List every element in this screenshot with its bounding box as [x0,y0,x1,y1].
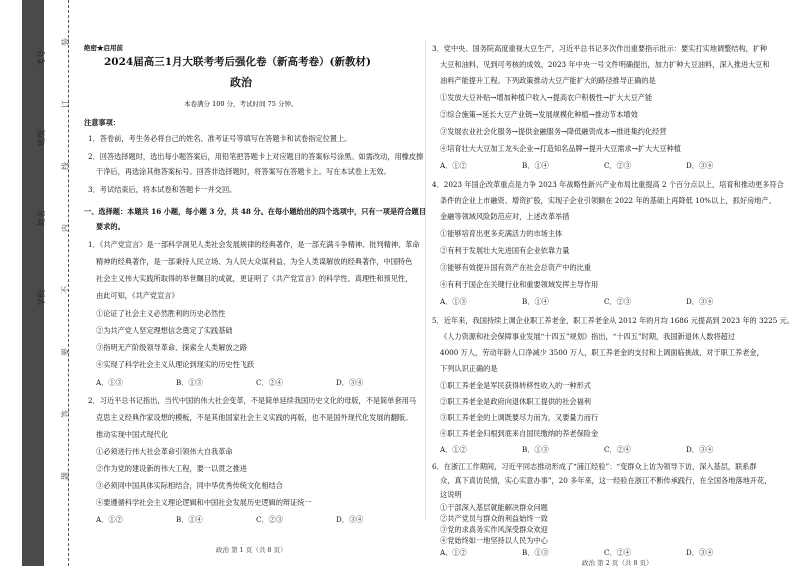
note-2-cont: 干净后，再选涂其他答案标号。回答非选择题时，将答案写在答题卡上。写在本试卷上无效。 [96,167,391,176]
seal-word: 要 [61,348,70,356]
q6-choice-c: C．②④ [604,548,632,557]
q5-choice-a: A．①② [440,445,467,454]
q4-stem-2: 条件的企业上市融资、增资扩股，实现子企业引领额在 2022 年的基础上再降低 10%以上，抓好房地产、 [440,196,776,205]
note-3: 3．考试结束后，将本试卷和答题卡一并交回。 [88,185,237,194]
note-2: 2．回答选择题时，选出每小题答案后，用铅笔把答题卡上对应题目的答案标号涂黑。如需改动，用橡皮擦 [88,152,424,161]
seal-word: 装 [61,38,70,46]
q5-choice-d: D．③④ [686,445,714,454]
q5-stem-1: 5．近年来，我国持续上调企业职工养老金，职工养老金从 2012 年的月均 1686 元提高到 2023 年的 3225 元。 [432,316,794,325]
secret-label: 绝密★启用前 [84,44,123,52]
page-footer-left: 政治 第 1 页（共 8 页） [216,546,287,554]
class-field-label: 班级： [37,122,46,146]
q1-option: ③指明无产阶级领导革命、探索全人类解放之路 [96,343,247,352]
name-field-label: 姓名： [37,202,46,226]
q4-stem-1: 4．2023 年国企改革重点是力争 2023 年战略性新兴产业布局比重提高 2 个百分点以上，培育和推动更多符合 [432,180,784,189]
q6-option: ④党始终如一地坚持以人民为中心 [440,536,548,545]
q4-stem-3: 金融等领域风险防范应对，上述改革举措 [440,212,570,221]
q3-choice-b: B．①④ [522,161,549,170]
q3-stem-1: 3．党中央、国务院高度重视大豆生产，习近平总书记多次作出重要指示批示：要实打实地调整结构，扩种 [432,44,768,53]
q6-stem-1: 6．在浙江工作期间，习近平同志推动形成了“浦江经验”：“变群众上访为领导下访，深入基层，联系群 [432,462,757,471]
q4-choice-c: C．②③ [604,297,632,306]
q5-stem-3: 4000 万人，劳动年龄人口净减少 3500 万人，职工养老金的支付和上调面临挑战，对于职工养老金， [440,348,764,357]
seal-word: 题 [61,472,70,480]
q4-option: ①能够培育出更多充满活力的市场主体 [440,229,563,238]
q6-stem-2: 众，真下真访民情，实心实意办事”，20 多年来，这一经验在浙江不断传承践行，在全国各地落地开花， [440,476,772,485]
q2-choice-a: A．①② [96,515,123,524]
q3-choice-c: C．②③ [604,161,632,170]
page-footer-right: 政治 第 2 页（共 8 页） [582,559,653,567]
q5-choice-b: B．①③ [522,445,549,454]
q3-option: ②综合施策→延长大豆产业链→发展规模化种植→推动节本增效 [440,110,638,119]
q5-stem-2: 《人力资源和社会保障事业发展“十四五”规划》指出，“十四五”时期，我国新退休人数将超过 [440,332,736,341]
q2-choice-d: D．③④ [336,515,364,524]
q3-choice-a: A．①② [440,161,467,170]
seal-word: 订 [61,100,70,108]
seal-word: 内 [61,224,70,232]
q3-choice-d: D．③④ [686,161,714,170]
q6-option: ①干部深入基层就能解决群众问题 [440,503,548,512]
exam-number-field-label: 考号： [37,42,46,66]
q3-option: ③发展农业社会化服务→提供金融服务→降低融资成本→推进集约化经营 [440,127,667,136]
q2-stem-3: 推动实现中国式现代化 [96,430,168,439]
q2-choice-b: B．①④ [176,515,203,524]
seal-word: 线 [61,162,70,170]
q5-option: ①职工养老金是军民获得转移性收入的一种形式 [440,381,591,390]
q1-stem-2: 精神的经典著作，是一部秉持人民立场、为人民大众谋利益、为全人类谋解放的经典著作，中国特色 [96,257,413,266]
q6-choice-b: B．①③ [522,548,549,557]
q5-option: ②职工养老金是政府向退休职工提供的社会福利 [440,397,591,406]
q2-choice-c: C．②③ [256,515,284,524]
school-field-label: 学校： [37,282,46,306]
section-heading-cont: 要求的。 [96,222,125,231]
q4-option: ④有利于国企在关键行业和重要领域发挥主导作用 [440,280,599,289]
q1-choice-d: D．③④ [336,378,364,387]
q1-choice-a: A．①③ [96,378,123,387]
q5-option: ③职工养老金的上调既要尽力而为，又要量力而行 [440,413,599,422]
q4-choice-d: D．③④ [686,297,714,306]
q1-option: ④实现了科学社会主义从理论到现实的历史性飞跃 [96,360,255,369]
q6-stem-3: 这说明 [440,490,462,499]
q6-option: ③党的求真务实作风深受群众欢迎 [440,525,548,534]
seal-word: 答 [61,410,70,418]
q1-choice-b: B．①③ [176,378,203,387]
q2-stem-1: 2．习近平总书记指出，当代中国的伟大社会变革，不是简单延续我国历史文化的母版，不是简单套用马 [88,396,417,405]
note-1: 1．答卷前，考生务必将自己的姓名、准考证号等填写在答题卡和试卷指定位置上。 [88,134,352,143]
q3-option: ④培育壮大大豆加工龙头企业→打造知名品牌→提升大豆需求→扩大大豆种植 [440,144,681,153]
q2-stem-2: 克思主义经典作家设想的模板，不是其他国家社会主义实践的再版，也不是国外现代化发展的翻版。 [96,413,413,422]
q2-option: ④要遵循科学社会主义理论逻辑和中国社会发展历史逻辑的辩证统一 [96,498,312,507]
q1-stem-1: 1．《共产党宣言》是一部科学洞见人类社会发展规律的经典著作，是一部充满斗争精神、批判精神、革命 [88,240,420,249]
q6-option: ②共产党员与群众的利益始终一致 [440,514,548,523]
q1-option: ②为共产党人坚定理想信念奠定了实践基础 [96,326,233,335]
q4-choice-b: B．①④ [522,297,549,306]
q4-option: ③能够有效提升国有资产在社会总资产中的比重 [440,263,591,272]
q5-stem-4: 下列认识正确的是 [440,364,498,373]
notes-heading: 注意事项： [84,118,120,127]
exam-title: 2024届高三1月大联考考后强化卷（新高考卷）(新教材) [104,56,371,68]
q6-choice-a: A．①② [440,548,467,557]
q1-stem-3: 社会主义伟大实践所取得的举世瞩目的成就，更证明了《共产党宣言》的科学性、真理性和预见性， [96,274,413,283]
q1-stem-4: 由此可知，《共产党宣言》 [96,291,179,300]
q6-choice-d: D．③④ [686,548,714,557]
q1-option: ①论证了社会主义必然胜利的历史必然性 [96,309,226,318]
q4-option: ②有利于发展壮大先进国有企业依靠力量 [440,246,570,255]
column-divider [425,40,426,520]
exam-meta: 本卷满分 100 分，考试时间 75 分钟。 [184,100,298,108]
subject-title: 政治 [230,76,252,89]
q1-choice-c: C．②④ [256,378,284,387]
binding-fields [36,6,76,560]
q3-stem-2: 大豆和油料，见到可考核的成效。2023 年中央一号文件明确提出，加力扩种大豆油料，深入推进大豆和 [440,60,770,69]
q2-option: ②作为党的建设新的伟大工程，要一以贯之推进 [96,464,247,473]
q3-stem-3: 油料产能提升工程。下列政策推动大豆产能扩大的路径推导正确的是 [440,76,656,85]
q4-choice-a: A．①③ [440,297,467,306]
q3-option: ①发放大豆补贴→增加种植户收入→提高农户积极性→扩大大豆产能 [440,93,653,102]
seal-word: 不 [61,286,70,294]
q5-option: ④职工养老金归根到底来自国民缴纳的养老保险金 [440,429,599,438]
q5-choice-c: C．②④ [604,445,632,454]
section-heading: 一、选择题：本题共 16 小题，每小题 3 分，共 48 分。在每小题给出的四个选项中，只有一项是符合题目 [84,207,426,216]
q2-option: ①必须进行伟大社会革命引领伟大自我革命 [96,447,233,456]
q2-option: ③必须同中国具体实际相结合，同中华优秀传统文化相结合 [96,481,283,490]
